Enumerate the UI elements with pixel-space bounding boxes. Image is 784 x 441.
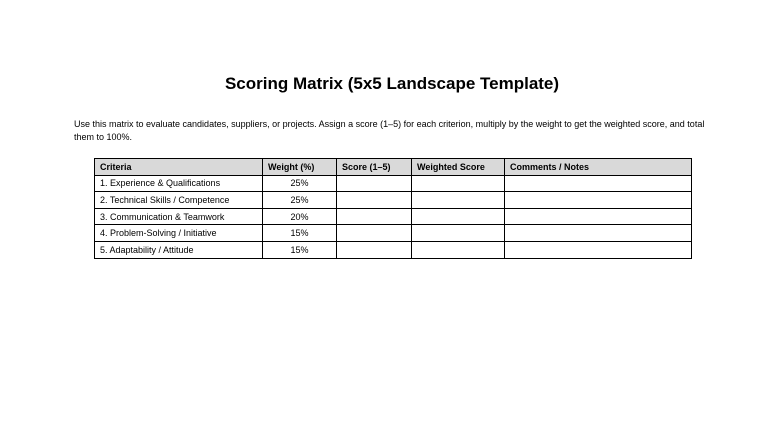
table-row xyxy=(95,225,692,242)
header-weighted-score: Weighted Score xyxy=(412,159,505,176)
criteria-cell: 5. Adaptability / Attitude xyxy=(95,241,263,258)
intro-paragraph: Use this matrix to evaluate candidates, suppliers, or projects. Assign a score (1–5) for each criterion, multiply by the weight to get the weighted score, and total them to 100%. xyxy=(74,119,705,142)
weighted-score-cell[interactable] xyxy=(412,175,505,192)
weight-cell: 20% xyxy=(263,208,337,225)
weighted-score-cell[interactable] xyxy=(412,241,505,258)
document-title: Scoring Matrix (5x5 Landscape Template) xyxy=(224,74,560,93)
comments-cell[interactable] xyxy=(505,208,692,225)
header-criteria: Criteria xyxy=(95,159,263,176)
weight-cell: 25% xyxy=(263,192,337,209)
comments-cell[interactable] xyxy=(505,241,692,258)
score-cell[interactable] xyxy=(337,241,412,258)
score-cell[interactable] xyxy=(337,192,412,209)
weight-cell: 15% xyxy=(263,225,337,242)
score-cell[interactable] xyxy=(337,208,412,225)
table-row xyxy=(95,175,692,192)
criteria-cell: 3. Communication & Teamwork xyxy=(95,208,263,225)
header-comments: Comments / Notes xyxy=(505,159,692,176)
table-row xyxy=(95,192,692,209)
comments-cell[interactable] xyxy=(505,225,692,242)
scoring-matrix-table xyxy=(94,158,692,259)
criteria-cell: 4. Problem-Solving / Initiative xyxy=(95,225,263,242)
score-cell[interactable] xyxy=(337,225,412,242)
score-cell[interactable] xyxy=(337,175,412,192)
header-score: Score (1–5) xyxy=(337,159,412,176)
weighted-score-cell[interactable] xyxy=(412,225,505,242)
table-row xyxy=(95,208,692,225)
comments-cell[interactable] xyxy=(505,192,692,209)
criteria-cell: 1. Experience & Qualifications xyxy=(95,175,263,192)
weight-cell: 15% xyxy=(263,241,337,258)
header-weight: Weight (%) xyxy=(263,159,337,176)
weighted-score-cell[interactable] xyxy=(412,192,505,209)
table-row xyxy=(95,241,692,258)
table-header-row xyxy=(95,159,692,176)
weighted-score-cell[interactable] xyxy=(412,208,505,225)
weight-cell: 25% xyxy=(263,175,337,192)
criteria-cell: 2. Technical Skills / Competence xyxy=(95,192,263,209)
comments-cell[interactable] xyxy=(505,175,692,192)
